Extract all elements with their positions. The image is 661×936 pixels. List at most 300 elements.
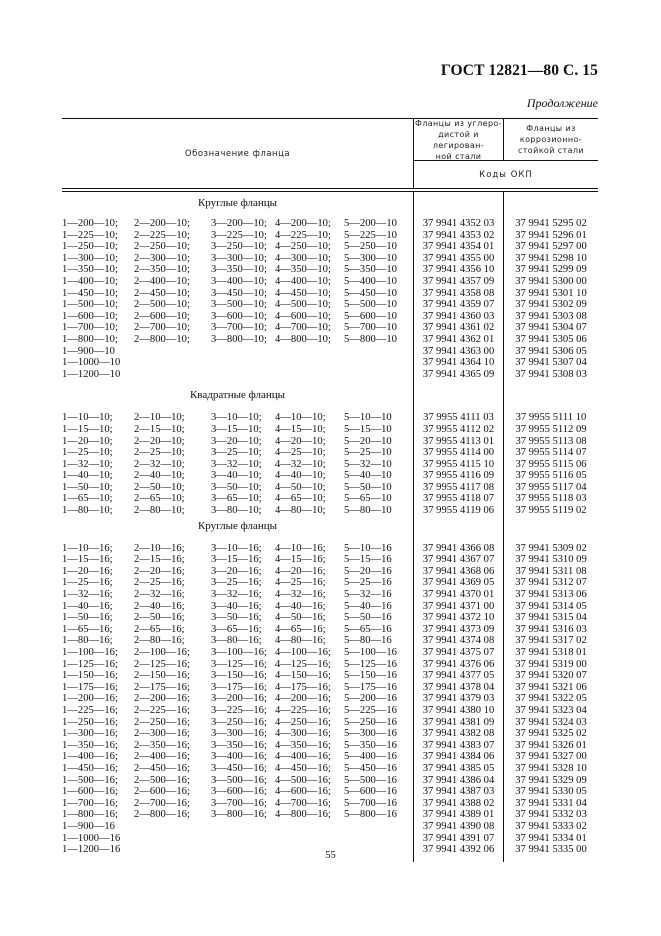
okp-code-stainless: 37 9941 5324 03 — [515, 716, 587, 728]
flange-designation: 2—20—10; — [134, 435, 185, 447]
table-row — [62, 230, 413, 242]
okp-code-stainless: 37 9941 5297 00 — [515, 241, 587, 253]
flange-designation: 4—800—10; — [275, 333, 331, 345]
okp-code-carbon: 37 9941 4374 08 — [422, 635, 495, 647]
okp-code-carbon: 37 9941 4391 07 — [422, 832, 495, 844]
flange-designation: 1—1000—16 — [62, 832, 121, 844]
flange-designation: 4—600—16; — [275, 786, 331, 798]
flange-designation: 1—350—10; — [62, 264, 118, 276]
table-row — [62, 601, 413, 613]
table-row — [62, 659, 413, 671]
flange-designation — [211, 821, 275, 833]
okp-code-stainless: 37 9941 5332 03 — [515, 809, 587, 821]
flange-designation: 5—500—16 — [344, 774, 397, 786]
table-row — [62, 482, 413, 494]
flange-designation: 4—25—10; — [275, 447, 326, 459]
flange-designation: 1—700—10; — [62, 322, 118, 334]
okp-code-carbon: 37 9941 4386 04 — [422, 774, 495, 786]
flange-designation: 3—250—10; — [211, 241, 267, 253]
flange-designation: 5—15—16 — [344, 554, 392, 566]
table-row — [62, 288, 413, 300]
table-row — [62, 241, 413, 253]
okp-code-carbon: 37 9941 4377 05 — [422, 670, 495, 682]
flange-designation: 2—25—10; — [134, 447, 185, 459]
okp-code-carbon: 37 9941 4355 00 — [422, 252, 495, 264]
okp-code-carbon: 37 9941 4359 07 — [422, 299, 495, 311]
flange-designation: 2—450—16; — [134, 762, 190, 774]
flange-designation: 4—450—16; — [275, 762, 331, 774]
table-row — [62, 612, 413, 624]
table-row — [62, 693, 413, 705]
flange-designation: 2—800—10; — [134, 333, 190, 345]
okp-code-stainless: 37 9941 5323 04 — [515, 704, 587, 716]
flange-designation: 2—40—10; — [134, 470, 185, 482]
flange-designation: 2—40—16; — [134, 600, 185, 612]
okp-code-carbon: 37 9941 4392 06 — [422, 844, 495, 856]
flange-designation: 2—15—16; — [134, 554, 185, 566]
flange-designation: 1—600—16; — [62, 786, 118, 798]
okp-code-stainless: 37 9955 5111 10 — [515, 412, 587, 424]
okp-code-stainless: 37 9955 5112 09 — [515, 423, 587, 435]
flange-designation: 2—65—10; — [134, 493, 185, 505]
okp-code-stainless: 37 9941 5312 07 — [515, 577, 587, 589]
flange-designation: 4—10—16; — [275, 542, 326, 554]
okp-code-carbon: 37 9941 4353 02 — [422, 229, 495, 241]
flange-designation: 3—32—16; — [211, 589, 262, 601]
okp-code-stainless: 37 9955 5116 05 — [515, 470, 587, 482]
flange-designation: 2—200—10; — [134, 218, 190, 229]
okp-code-stainless: 37 9941 5304 07 — [515, 322, 587, 334]
flange-designation — [275, 821, 344, 833]
table-row — [62, 264, 413, 276]
flange-designation: 2—225—10; — [134, 229, 190, 241]
table-row — [62, 424, 413, 436]
flange-designation: 4—250—10; — [275, 241, 331, 253]
table-row — [62, 786, 413, 798]
flange-designation: 3—200—10; — [211, 218, 267, 229]
flange-designation: 2—800—16; — [134, 809, 190, 821]
flange-designation: 1—300—16; — [62, 728, 118, 740]
flange-designation: 1—20—16; — [62, 565, 113, 577]
flange-designation: 3—350—16; — [211, 739, 267, 751]
flange-designation: 2—600—16; — [134, 786, 190, 798]
flange-designation: 3—450—16; — [211, 762, 267, 774]
flange-designation — [344, 357, 404, 369]
okp-code-stainless: 37 9941 5306 05 — [515, 345, 587, 357]
flange-designation: 2—500—10; — [134, 299, 190, 311]
flange-designation: 5—250—16 — [344, 716, 397, 728]
flange-designation: 3—700—16; — [211, 797, 267, 809]
flange-designation: 4—100—16; — [275, 647, 331, 658]
okp-code-carbon: 37 9941 4370 01 — [422, 589, 495, 601]
okp-code-carbon: 37 9941 4354 01 — [422, 241, 495, 253]
okp-code-carbon: 37 9941 4387 03 — [422, 786, 495, 798]
flange-designation: 1—125—16; — [62, 658, 118, 670]
flange-designation: 2—125—16; — [134, 658, 190, 670]
flange-designation: 2—80—16; — [134, 635, 185, 647]
flange-designation: 1—500—10; — [62, 299, 118, 311]
flange-designation: 1—1200—10 — [62, 368, 121, 380]
table-row — [62, 566, 413, 578]
flange-designation: 1—40—10; — [62, 470, 113, 482]
flange-designation: 3—150—16; — [211, 670, 267, 682]
okp-code-stainless: 37 9941 5300 00 — [515, 275, 587, 287]
flange-designation: 4—32—10; — [275, 458, 326, 470]
header-stainless-line: Фланцы из — [526, 124, 576, 133]
flange-designation: 2—32—10; — [134, 458, 185, 470]
flange-designation: 5—65—10 — [344, 493, 392, 505]
flange-designation: 4—50—16; — [275, 612, 326, 624]
table-row — [62, 670, 413, 682]
table-row — [62, 253, 413, 265]
flange-designation: 4—200—16; — [275, 693, 331, 705]
table-row — [62, 447, 413, 459]
flange-designation: 5—800—10 — [344, 333, 397, 345]
table-row — [62, 505, 413, 517]
flange-designation: 1—225—10; — [62, 229, 118, 241]
okp-code-carbon: 37 9941 4357 09 — [422, 275, 495, 287]
table-row — [62, 554, 413, 566]
flange-designation: 5—450—16 — [344, 762, 397, 774]
okp-code-carbon: 37 9955 4115 10 — [422, 458, 495, 470]
header-stainless-line: стойкой стали — [517, 146, 585, 155]
okp-code-carbon: 37 9941 4367 07 — [422, 554, 495, 566]
okp-code-stainless: 37 9955 5118 03 — [515, 493, 587, 505]
okp-code-stainless: 37 9941 5320 07 — [515, 670, 587, 682]
okp-code-carbon: 37 9955 4111 03 — [423, 412, 494, 424]
flange-designation: 5—10—10 — [344, 412, 392, 424]
flange-designation: 1—150—16; — [62, 670, 118, 682]
flange-designation: 1—25—16; — [62, 577, 113, 589]
flange-designation: 4—700—16; — [275, 797, 331, 809]
table-row — [62, 647, 413, 659]
flange-codes-table — [62, 118, 598, 862]
flange-designation: 4—600—10; — [275, 310, 331, 322]
flange-designation: 4—15—10; — [275, 423, 326, 435]
okp-code-carbon: 37 9941 4369 05 — [422, 577, 495, 589]
designation-column — [62, 192, 413, 862]
flange-designation: 4—200—10; — [275, 218, 331, 229]
flange-designation: 4—25—16; — [275, 577, 326, 589]
flange-designation: 5—10—16 — [344, 542, 392, 554]
flange-designation — [211, 357, 275, 369]
flange-designation: 5—450—10 — [344, 287, 397, 299]
flange-designation: 2—50—10; — [134, 481, 185, 493]
flange-designation: 5—50—16 — [344, 612, 392, 624]
okp-code-carbon: 37 9941 4372 10 — [422, 612, 495, 624]
flange-designation: 1—300—10; — [62, 252, 118, 264]
flange-designation: 1—800—10; — [62, 333, 118, 345]
flange-designation: 2—350—16; — [134, 739, 190, 751]
okp-code-stainless: 37 9941 5318 01 — [515, 647, 587, 658]
flange-designation: 4—800—16; — [275, 809, 331, 821]
okp-code-stainless: 37 9941 5330 05 — [515, 786, 587, 798]
flange-designation — [344, 833, 404, 845]
flange-designation: 1—20—10; — [62, 435, 113, 447]
okp-code-stainless: 37 9941 5334 01 — [515, 832, 587, 844]
table-row — [62, 635, 413, 647]
okp-code-carbon: 37 9955 4114 00 — [422, 447, 495, 459]
section-spacer — [504, 517, 598, 537]
stainless-code-column — [503, 192, 598, 862]
flange-designation: 4—50—10; — [275, 481, 326, 493]
flange-designation: 1—600—10; — [62, 310, 118, 322]
okp-code-carbon: 37 9941 4368 06 — [422, 565, 495, 577]
flange-designation: 3—800—10; — [211, 333, 267, 345]
okp-code-stainless: 37 9941 5322 05 — [515, 693, 587, 705]
section-spacer — [504, 192, 598, 218]
table-row — [62, 543, 413, 555]
flange-designation: 1—900—16 — [62, 820, 115, 832]
flange-designation: 1—100—16; — [62, 647, 118, 658]
flange-designation: 5—700—10 — [344, 322, 397, 334]
flange-designation: 1—175—16; — [62, 681, 118, 693]
flange-designation: 3—350—10; — [211, 264, 267, 276]
flange-designation: 3—400—16; — [211, 751, 267, 763]
section-spacer — [414, 517, 503, 537]
flange-designation: 5—200—10 — [344, 218, 397, 229]
flange-designation: 4—300—10; — [275, 252, 331, 264]
flange-designation: 2—600—10; — [134, 310, 190, 322]
flange-designation: 4—400—16; — [275, 751, 331, 763]
section-title: Круглые фланцы — [197, 197, 278, 209]
flange-designation — [134, 833, 211, 845]
flange-designation: 3—300—10; — [211, 252, 267, 264]
okp-code-carbon: 37 9941 4352 03 — [422, 218, 495, 229]
okp-code-stainless: 37 9941 5327 00 — [515, 751, 587, 763]
okp-code-stainless: 37 9941 5296 01 — [515, 229, 587, 241]
flange-designation: 5—150—16 — [344, 670, 397, 682]
okp-code-stainless: 37 9955 5117 04 — [515, 481, 587, 493]
flange-designation: 3—25—10; — [211, 447, 262, 459]
table-row — [62, 682, 413, 694]
flange-designation: 3—225—10; — [211, 229, 267, 241]
flange-designation: 1—450—10; — [62, 287, 118, 299]
table-row — [62, 470, 413, 482]
okp-code-stainless: 37 9941 5319 00 — [515, 658, 587, 670]
okp-code-carbon: 37 9941 4375 07 — [422, 647, 495, 658]
okp-code-carbon: 37 9941 4379 03 — [422, 693, 495, 705]
flange-designation: 5—32—10 — [344, 458, 392, 470]
flange-designation — [275, 369, 344, 381]
flange-designation: 3—40—16; — [211, 600, 262, 612]
header-stainless-steel — [503, 119, 598, 160]
flange-designation: 4—225—10; — [275, 229, 331, 241]
okp-code-stainless: 37 9941 5313 06 — [515, 589, 587, 601]
okp-code-carbon: 37 9941 4356 10 — [422, 264, 495, 276]
flange-designation: 1—80—10; — [62, 505, 113, 517]
table-row — [62, 763, 413, 775]
flange-designation: 1—250—16; — [62, 716, 118, 728]
flange-designation: 5—400—16 — [344, 751, 397, 763]
okp-code-stainless: 37 9941 5305 06 — [515, 333, 587, 345]
flange-designation: 4—300—16; — [275, 728, 331, 740]
okp-code-stainless: 37 9941 5315 04 — [515, 612, 587, 624]
header-carbon-steel — [414, 119, 503, 160]
flange-designation: 4—500—10; — [275, 299, 331, 311]
okp-code-carbon: 37 9941 4360 03 — [422, 310, 495, 322]
okp-code-carbon: 37 9955 4112 02 — [422, 423, 495, 435]
flange-designation: 5—200—16 — [344, 693, 397, 705]
flange-designation: 1—200—10; — [62, 218, 118, 229]
header-stainless-line: коррозионно- — [519, 135, 583, 144]
flange-designation: 2—175—16; — [134, 681, 190, 693]
flange-designation: 2—450—10; — [134, 287, 190, 299]
table-row — [62, 705, 413, 717]
okp-code-carbon: 37 9941 4389 01 — [422, 809, 495, 821]
okp-code-carbon: 37 9941 4384 06 — [422, 751, 495, 763]
flange-designation — [134, 369, 211, 381]
okp-code-carbon: 37 9955 4119 06 — [422, 505, 495, 517]
okp-code-stainless: 37 9941 5325 02 — [515, 728, 587, 740]
okp-code-stainless: 37 9955 5113 08 — [515, 435, 587, 447]
flange-designation: 5—50—10 — [344, 481, 392, 493]
flange-designation: 5—700—16 — [344, 797, 397, 809]
okp-code-stainless: 37 9941 5298 10 — [515, 252, 587, 264]
flange-designation: 5—350—16 — [344, 739, 397, 751]
flange-designation: 5—400—10 — [344, 275, 397, 287]
header-okp-codes: Коды ОКП — [479, 169, 533, 180]
flange-designation: 1—65—16; — [62, 623, 113, 635]
flange-designation: 3—250—16; — [211, 716, 267, 728]
flange-designation: 1—225—16; — [62, 704, 118, 716]
flange-designation: 4—225—16; — [275, 704, 331, 716]
section-spacer — [414, 192, 503, 218]
flange-designation: 3—600—16; — [211, 786, 267, 798]
flange-designation: 3—400—10; — [211, 275, 267, 287]
okp-code-carbon: 37 9941 4390 08 — [422, 820, 495, 832]
flange-designation: 5—250—10 — [344, 241, 397, 253]
flange-designation: 3—65—16; — [211, 623, 262, 635]
okp-code-carbon: 37 9941 4371 00 — [422, 600, 495, 612]
flange-designation: 3—25—16; — [211, 577, 262, 589]
okp-code-stainless: 37 9941 5316 03 — [515, 623, 587, 635]
okp-code-carbon: 37 9941 4363 00 — [422, 345, 495, 357]
flange-designation: 2—700—10; — [134, 322, 190, 334]
flange-designation: 4—700—10; — [275, 322, 331, 334]
flange-designation: 2—150—16; — [134, 670, 190, 682]
flange-designation: 5—600—16 — [344, 786, 397, 798]
flange-designation: 5—20—16 — [344, 565, 392, 577]
okp-code-stainless: 37 9941 5331 04 — [515, 797, 587, 809]
table-row — [62, 809, 413, 821]
flange-designation: 4—65—16; — [275, 623, 326, 635]
flange-designation: 1—15—10; — [62, 423, 113, 435]
flange-designation — [211, 346, 275, 358]
flange-designation: 2—700—16; — [134, 797, 190, 809]
flange-designation: 1—25—10; — [62, 447, 113, 459]
okp-code-carbon: 37 9955 4118 07 — [422, 493, 495, 505]
table-row — [62, 493, 413, 505]
flange-designation: 4—150—16; — [275, 670, 331, 682]
table-header — [62, 119, 598, 188]
okp-code-stainless: 37 9941 5314 05 — [515, 600, 587, 612]
carbon-code-column — [413, 192, 503, 862]
flange-designation: 3—15—16; — [211, 554, 262, 566]
table-row — [62, 412, 413, 424]
flange-designation — [275, 346, 344, 358]
okp-code-stainless: 37 9941 5301 10 — [515, 287, 587, 299]
table-row — [62, 728, 413, 740]
okp-code-stainless: 37 9941 5307 04 — [515, 357, 587, 369]
flange-designation: 5—600—10 — [344, 310, 397, 322]
okp-code-stainless: 37 9941 5295 02 — [515, 218, 587, 229]
flange-designation: 3—100—16; — [211, 647, 267, 658]
flange-designation: 2—250—10; — [134, 241, 190, 253]
flange-designation: 5—40—16 — [344, 600, 392, 612]
flange-designation: 3—10—16; — [211, 542, 262, 554]
flange-designation: 2—250—16; — [134, 716, 190, 728]
table-row — [62, 334, 413, 346]
flange-designation — [275, 357, 344, 369]
flange-designation: 1—50—16; — [62, 612, 113, 624]
flange-designation — [134, 357, 211, 369]
okp-code-stainless: 37 9941 5302 09 — [515, 299, 587, 311]
flange-designation: 5—80—16 — [344, 635, 392, 647]
flange-designation: 4—400—10; — [275, 275, 331, 287]
table-row — [62, 798, 413, 810]
flange-designation — [211, 833, 275, 845]
flange-designation: 4—80—10; — [275, 505, 326, 517]
flange-designation: 2—225—16; — [134, 704, 190, 716]
okp-code-carbon: 37 9941 4376 06 — [422, 658, 495, 670]
flange-designation — [344, 821, 404, 833]
flange-designation: 5—225—16 — [344, 704, 397, 716]
flange-designation: 4—350—16; — [275, 739, 331, 751]
flange-designation: 2—400—10; — [134, 275, 190, 287]
flange-designation: 3—65—10; — [211, 493, 262, 505]
table-row — [62, 218, 413, 230]
flange-designation: 3—50—16; — [211, 612, 262, 624]
flange-designation: 2—10—10; — [134, 412, 185, 424]
flange-designation: 5—175—16 — [344, 681, 397, 693]
flange-designation: 4—500—16; — [275, 774, 331, 786]
flange-designation: 4—20—16; — [275, 565, 326, 577]
okp-code-carbon: 37 9955 4117 08 — [422, 481, 495, 493]
section-spacer — [504, 386, 598, 406]
section-title: Круглые фланцы — [197, 519, 278, 532]
flange-designation: 1—10—16; — [62, 542, 113, 554]
table-row — [62, 322, 413, 334]
section-title: Квадратные фланцы — [189, 389, 286, 402]
flange-designation: 5—25—16 — [344, 577, 392, 589]
flange-designation: 1—50—10; — [62, 481, 113, 493]
flange-designation: 2—10—16; — [134, 542, 185, 554]
flange-designation: 5—125—16 — [344, 658, 397, 670]
okp-code-stainless: 37 9941 5299 09 — [515, 264, 587, 276]
flange-designation: 4—32—16; — [275, 589, 326, 601]
okp-code-carbon: 37 9941 4382 08 — [422, 728, 495, 740]
okp-code-carbon: 37 9941 4385 05 — [422, 762, 495, 774]
okp-code-carbon: 37 9941 4358 08 — [422, 287, 495, 299]
table-row — [62, 276, 413, 288]
flange-designation: 5—65—16 — [344, 623, 392, 635]
okp-code-carbon: 37 9941 4380 10 — [422, 704, 495, 716]
document-header: ГОСТ 12821—80 С. 15 — [440, 62, 598, 79]
okp-code-carbon: 37 9941 4362 01 — [422, 333, 495, 345]
flange-designation: 3—50—10; — [211, 481, 262, 493]
okp-code-stainless: 37 9941 5310 09 — [515, 554, 587, 566]
flange-designation: 5—800—16 — [344, 809, 397, 821]
flange-designation: 3—225—16; — [211, 704, 267, 716]
page-number: 55 — [325, 850, 336, 861]
flange-designation: 1—80—16; — [62, 635, 113, 647]
flange-designation: 4—40—10; — [275, 470, 326, 482]
flange-designation: 3—500—16; — [211, 774, 267, 786]
header-carbon-line: дистой и легирован- — [432, 129, 485, 150]
flange-designation: 1—1200—16 — [62, 844, 121, 856]
flange-designation: 2—80—10; — [134, 505, 185, 517]
